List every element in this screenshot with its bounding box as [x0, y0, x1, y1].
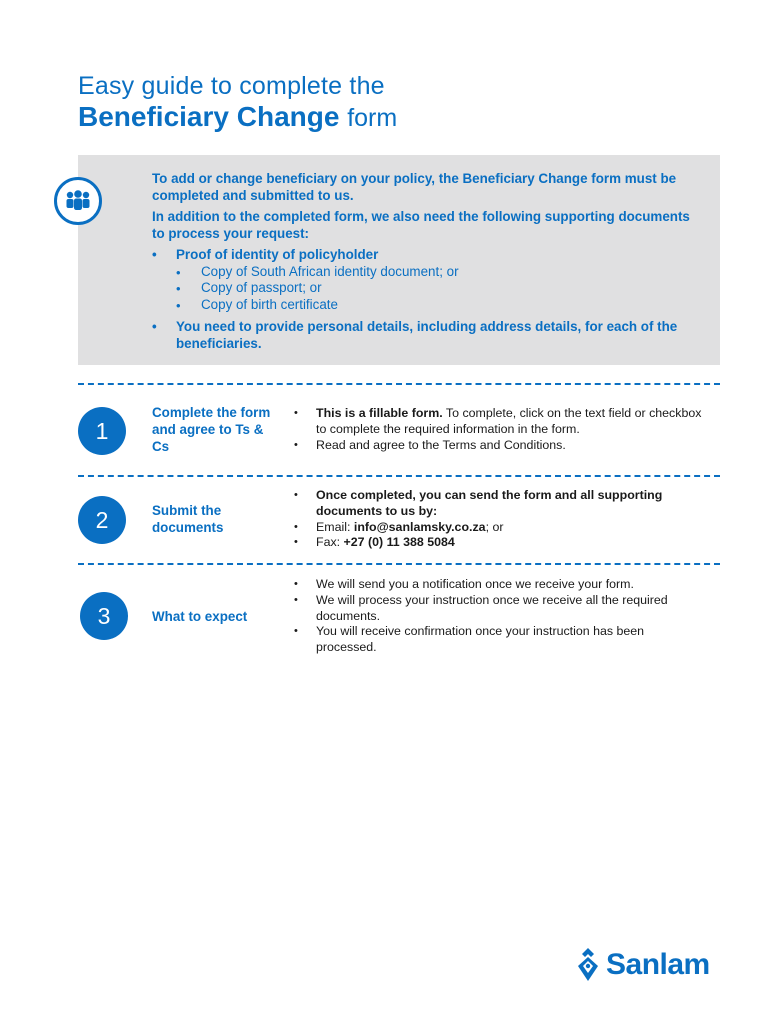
step-item: • You will receive confirmation once your instruction has been processed.	[294, 624, 704, 656]
step-item-prefix: Email:	[316, 519, 354, 534]
fax-number: +27 (0) 11 388 5084	[343, 535, 455, 550]
identity-documents-list	[176, 264, 692, 314]
step-item-bold: This is a fillable form.	[316, 406, 443, 420]
step-list-1	[294, 406, 704, 453]
requirements-list	[152, 247, 692, 352]
divider	[78, 475, 720, 477]
step-number-1: 1	[78, 407, 126, 455]
sanlam-logo	[574, 947, 710, 983]
info-text	[152, 171, 692, 352]
step-list-3	[294, 577, 704, 656]
step-item-text: ; or	[485, 519, 504, 534]
brand-name: Sanlam	[606, 948, 710, 981]
requirement-beneficiary-details: • You need to provide personal details, including address details, for each of the beneficiaries.	[152, 319, 692, 352]
step-item	[294, 438, 704, 454]
identity-doc-item: • Copy of passport; or	[176, 280, 692, 297]
step-item	[294, 488, 704, 520]
step-item: • We will process your instruction once we receive all the required documents.	[294, 593, 704, 625]
step-title-1: Complete the form and agree to Ts & Cs	[152, 405, 271, 454]
step-item	[294, 520, 704, 536]
people-group-icon	[54, 177, 102, 225]
step-item-bold: Once completed, you can send the form and all supporting documents to us by:	[316, 488, 663, 518]
divider	[78, 383, 720, 385]
step-item	[294, 535, 704, 551]
info-paragraph-2: In addition to the completed form, we also need the following supporting documents to process your request:	[152, 209, 690, 241]
email-address[interactable]: info@sanlamsky.co.za	[353, 519, 486, 534]
sanlam-shield-icon	[574, 947, 602, 983]
identity-doc-item: • Copy of South African identity document; or	[176, 264, 692, 281]
step-title-2: Submit the documents	[152, 503, 224, 535]
divider	[78, 563, 720, 565]
step-list-2	[294, 488, 704, 551]
step-number-2: 2	[78, 496, 126, 544]
step-number-3: 3	[80, 592, 128, 640]
step-item-text: To complete, click on the text field or checkbox to complete the required information in the form.	[316, 406, 702, 436]
page-title-line2	[78, 101, 397, 133]
info-paragraph-1: To add or change beneficiary on your policy, the Beneficiary Change form must be completed and submitted to us.	[152, 171, 677, 203]
form-suffix: form	[347, 104, 398, 132]
step-item: • We will send you a notification once we receive your form.	[294, 577, 704, 593]
requirement-identity	[152, 247, 692, 313]
page-title-line1: Easy guide to complete the	[78, 72, 385, 100]
step-title-3: What to expect	[152, 609, 248, 624]
form-name: Beneficiary Change	[78, 101, 340, 132]
requirement-identity-label: Proof of identity of policyholder	[176, 247, 379, 262]
identity-doc-item: • Copy of birth certificate	[176, 297, 692, 314]
step-item-prefix: Fax:	[316, 535, 344, 550]
step-item-text: Read and agree to the Terms and Conditions.	[316, 437, 566, 452]
step-item	[294, 406, 704, 438]
